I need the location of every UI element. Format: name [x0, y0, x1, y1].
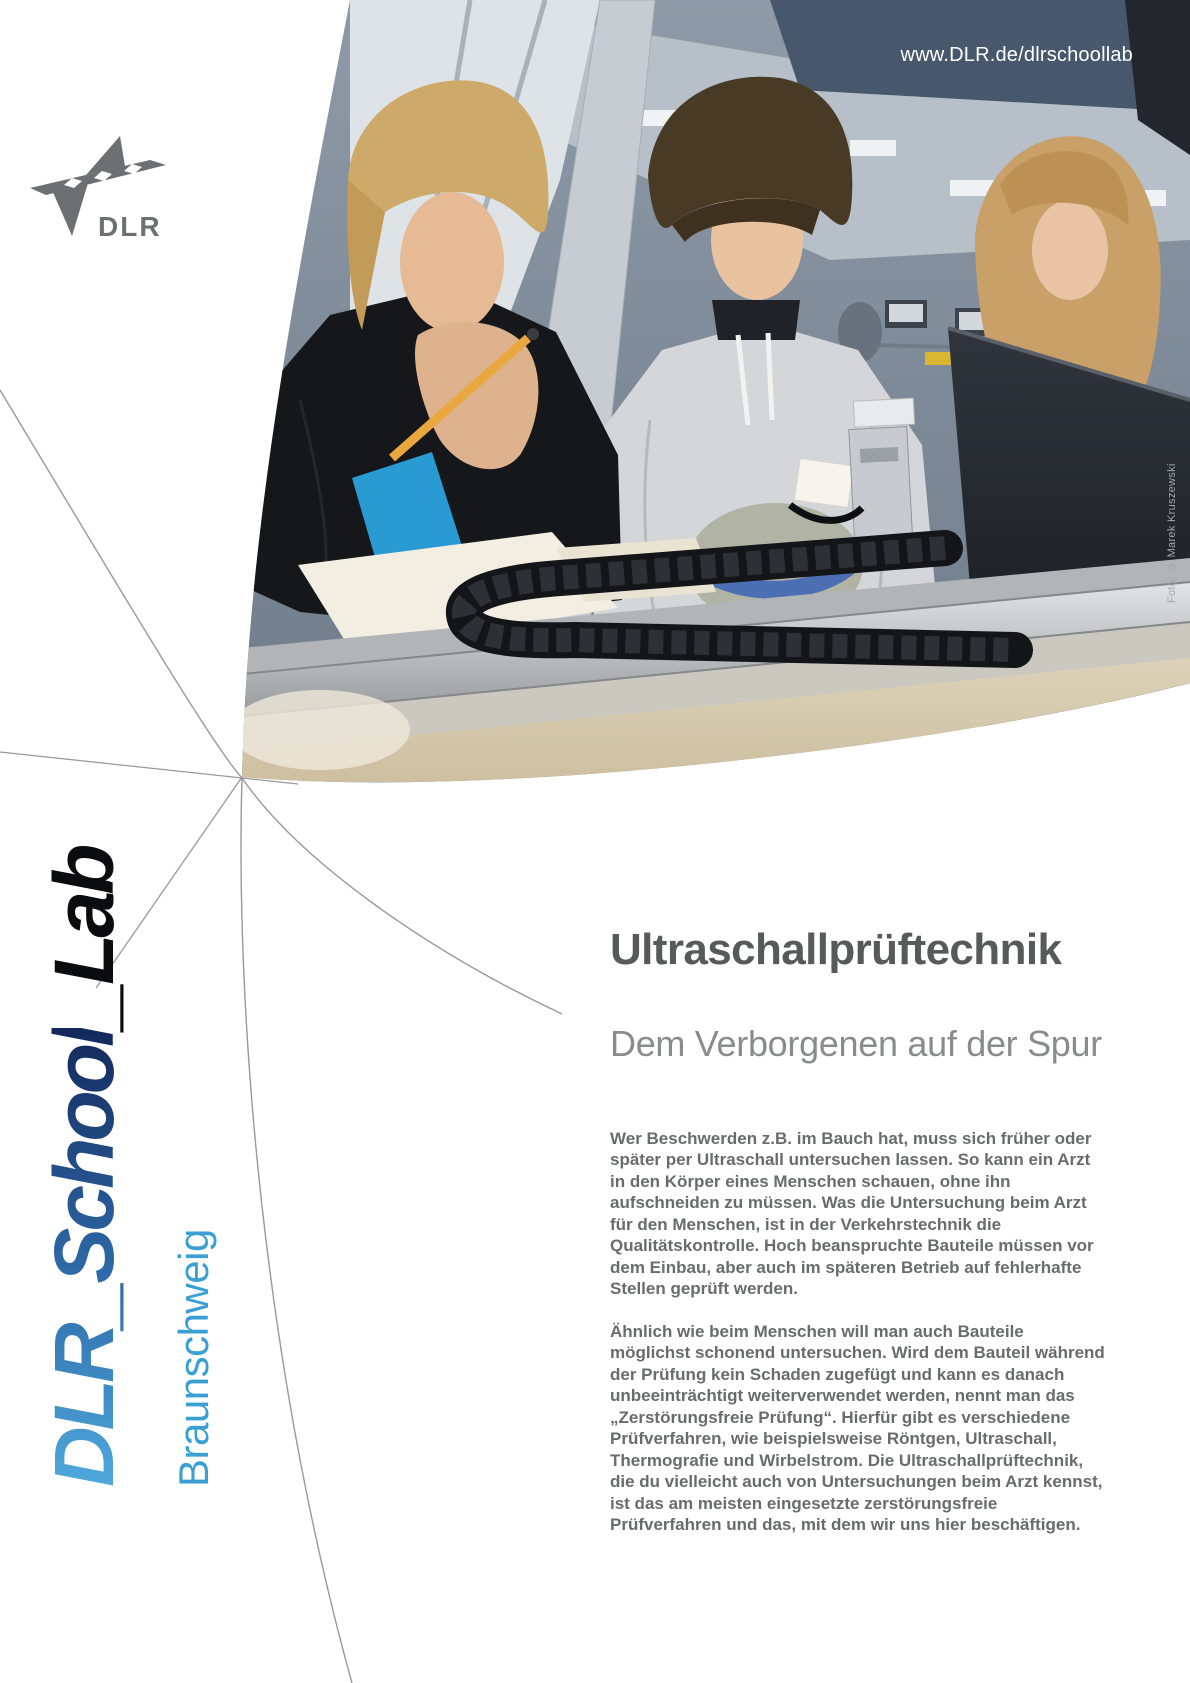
- school-lab-logo-blue: DLR_School: [37, 1027, 131, 1487]
- website-url: www.DLR.de/dlrschoollab: [900, 44, 1133, 66]
- swoosh-line: [241, 777, 352, 1683]
- dlr-logo-text: DLR: [98, 211, 162, 242]
- photo: [230, 0, 1190, 790]
- photo-credit: Foto: © Marek Kruszewski: [1166, 463, 1178, 603]
- dlr-logo-lower-wing: [52, 183, 88, 236]
- article-title: Ultraschallprüftechnik: [610, 925, 1062, 974]
- dlr-logo: [28, 124, 168, 242]
- name-tag: [794, 458, 853, 507]
- location-label: Braunschweig: [170, 1229, 217, 1487]
- article: [610, 926, 1115, 1536]
- article-paragraph: Ähnlich wie beim Menschen will man auch Bauteile möglichst schonend untersuchen. Wird dem Bauteil während der Prüfung kein Schaden zugefügt und kann es danach unbeeinträchtigt weiterverwendet werden, nennt man das „Zerstörungsfreie Prüfung“. Hierfür gibt es verschiedene Prüfverfahren, wie beispielsweise Röntgen, Ultraschall, Thermografie und Wirbelstrom. Die Ultraschallprüftechnik, die du vielleicht auch von Untersuchungen beim Arzt kennst, ist das am meisten eingesetzte zerstörungsfreie Prüfverfahren und das, mit dem wir uns hier beschäftigen.: [610, 1321, 1105, 1535]
- article-subtitle: Dem Verborgenen auf der Spur: [610, 1022, 1102, 1064]
- school-lab-logo: [36, 845, 166, 1487]
- school-lab-logo-black: _Lab: [37, 847, 131, 1028]
- article-paragraph: Wer Beschwerden z.B. im Bauch hat, muss sich früher oder später per Ultraschall untersuchen lassen. So kann ein Arzt in den Körper eines Menschen schauen, ohne ihn aufschneiden zu müssen. Was die Untersuchung beim Arzt für den Menschen, ist in der Verkehrstechnik die Qualitätskontrolle. Hoch beanspruchte Bauteile müssen vor dem Einbau, aber auch im späteren Betrieb auf fehlerhafte Stellen geprüft werden.: [610, 1128, 1094, 1299]
